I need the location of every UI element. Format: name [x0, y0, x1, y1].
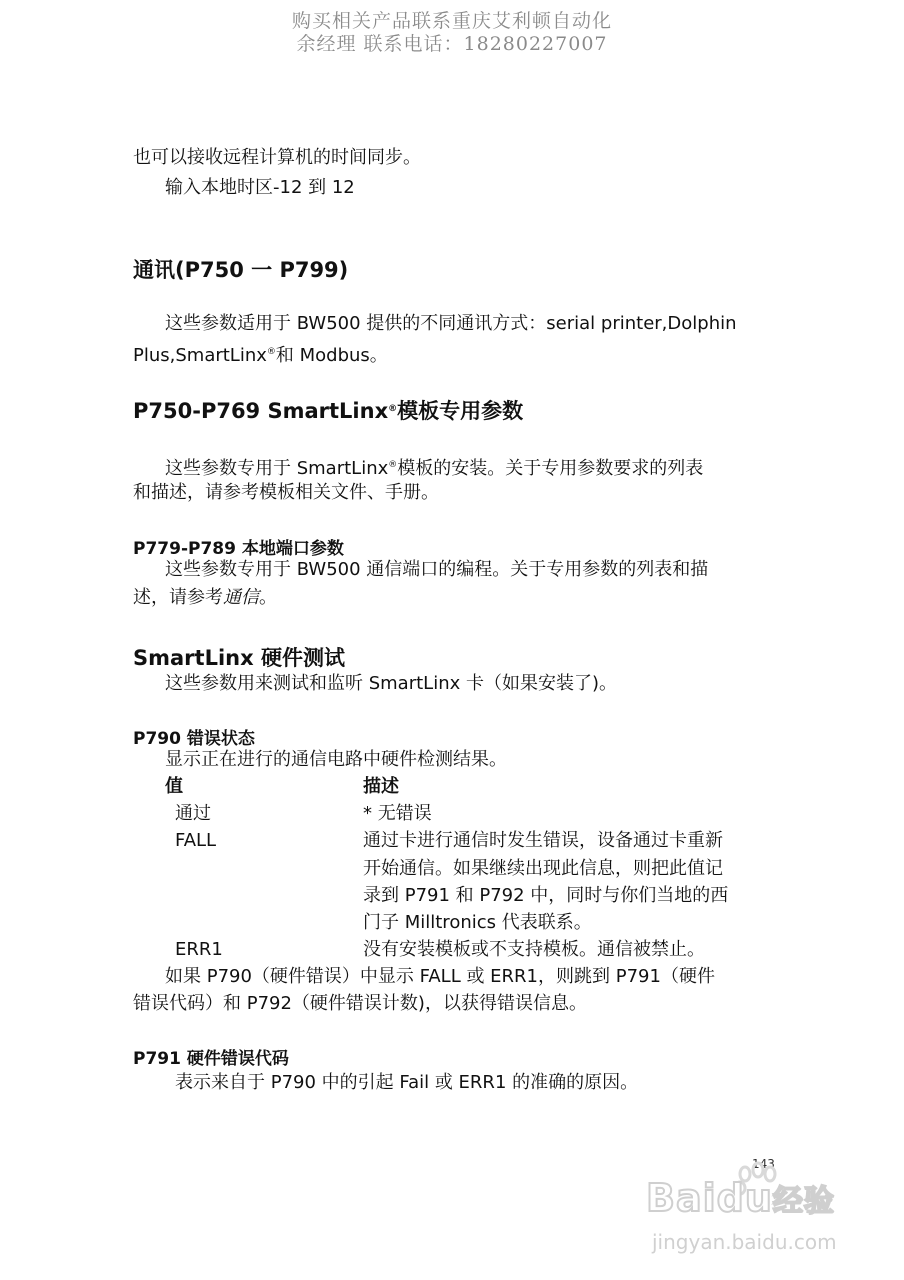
header-line-1: 购买相关产品联系重庆艾利顿自动化 [291, 10, 612, 32]
p791-heading: P791 硬件错误代码 [133, 1049, 289, 1069]
smartlinx-params-line-2: 和描述，请参考模板相关文件、手册。 [133, 482, 439, 503]
p790-row-desc: 通过卡进行通信时发生错误，设备通过卡重新 [363, 830, 723, 851]
p790-desc: 显示正在进行的通信电路中硬件检测结果。 [165, 749, 507, 770]
p790-row-desc: * 无错误 [363, 803, 432, 824]
local-port-line-1: 这些参数专用于 BW500 通信端口的编程。关于专用参数的列表和描 [165, 559, 709, 580]
p790-row-value: ERR1 [175, 939, 223, 960]
header-line-2: 余经理 联系电话：18280227007 [296, 33, 608, 55]
p790-row-desc: 开始通信。如果继续出现此信息，则把此值记 [363, 858, 723, 879]
p790-row-desc: 没有安装模板或不支持模板。通信被禁止。 [363, 939, 705, 960]
watermark-logo: Baidu经验 [646, 1176, 835, 1220]
intro-line-2: 输入本地时区-12 到 12 [165, 177, 355, 198]
baidu-watermark [640, 1160, 890, 1270]
watermark-url: jingyan.baidu.com [652, 1230, 837, 1254]
intro-line-1: 也可以接收远程计算机的时间同步。 [133, 147, 421, 168]
p790-row-desc: 门子 Milltronics 代表联系。 [363, 912, 592, 933]
hw-test-line-1: 这些参数用来测试和监听 SmartLinx 卡（如果安装了)。 [165, 673, 618, 694]
p790-note-line-1: 如果 P790（硬件错误）中显示 FALL 或 ERR1，则跳到 P791（硬件 [165, 966, 715, 987]
p791-line-1: 表示来自于 P790 中的引起 Fail 或 ERR1 的准确的原因。 [175, 1072, 639, 1093]
local-port-heading: P779-P789 本地端口参数 [133, 539, 344, 559]
p790-row-value: FALL [175, 830, 217, 851]
p790-col-desc: 描述 [363, 776, 399, 797]
smartlinx-params-line-1: 这些参数专用于 SmartLinx®模板的安装。关于专用参数要求的列表 [165, 458, 704, 479]
p790-heading: P790 错误状态 [133, 729, 255, 749]
p790-row-desc: 录到 P791 和 P792 中，同时与你们当地的西 [363, 885, 729, 906]
p790-note-line-2: 错误代码）和 P792（硬件错误计数)，以获得错误信息。 [133, 993, 587, 1014]
comm-para-line-1: 这些参数适用于 BW500 提供的不同通讯方式：serial printer,Dolphin [165, 313, 737, 334]
page-number: 143 [752, 1157, 775, 1171]
smartlinx-params-heading: P750-P769 SmartLinx®模板专用参数 [133, 399, 524, 423]
hw-test-heading: SmartLinx 硬件测试 [133, 646, 345, 670]
comm-heading: 通讯(P750 一 P799) [133, 258, 349, 282]
comm-para-line-2: Plus,SmartLinx®和 Modbus。 [133, 345, 388, 366]
p790-row-value: 通过 [175, 803, 211, 824]
p790-col-value: 值 [165, 776, 183, 797]
local-port-line-2: 述，请参考通信。 [133, 587, 277, 608]
